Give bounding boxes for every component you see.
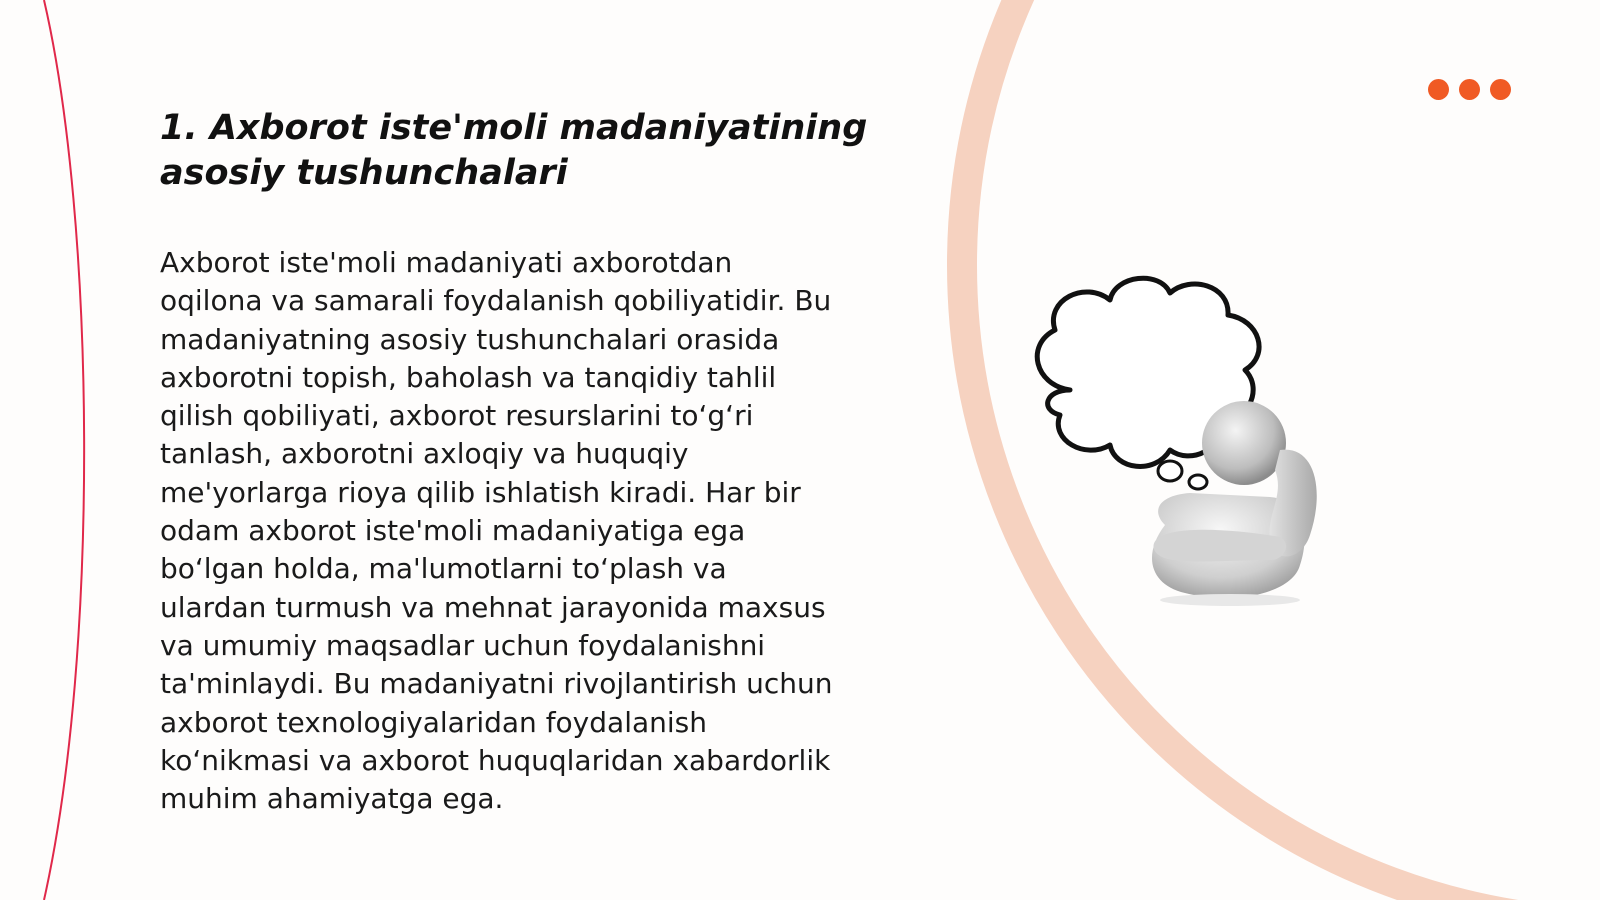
left-red-arc	[44, 0, 84, 900]
slide-title: 1. Axborot iste'moli madaniyatining asosiy tushunchalari	[160, 108, 868, 193]
dot	[1428, 79, 1449, 100]
slide-body-text: Axborot iste'moli madaniyati axborotdan oqilona va samarali foydalanish qobiliyatidir. Bu madaniyatning asosiy tushunchalari orasida axborotni topish, baholash va tanqidiy tahlil qilish qobiliyati, axborot resurslarini to‘g‘ri tanlash, axborotni axloqiy va huquqiy me'yorlarga rioya qilib ishlatish kiradi. Har bir odam axborot iste'moli madaniyatiga ega bo‘lgan holda, ma'lumotlarni to‘plash va ulardan turmush va mehnat jarayonida maxsus va umumiy maqsadlar uchun foydalanishni ta'minlaydi. Bu madaniyatni rivojlantirish uchun axborot texnologiyalaridan foydalanish ko‘nikmasi va axborot huquqlaridan xabardorlik muhim ahamiyatga ega.	[160, 246, 833, 816]
thinking-person-with-thought-bubble-icon	[1030, 275, 1350, 615]
dots-decoration	[1428, 79, 1511, 100]
dot	[1490, 79, 1511, 100]
dot	[1459, 79, 1480, 100]
